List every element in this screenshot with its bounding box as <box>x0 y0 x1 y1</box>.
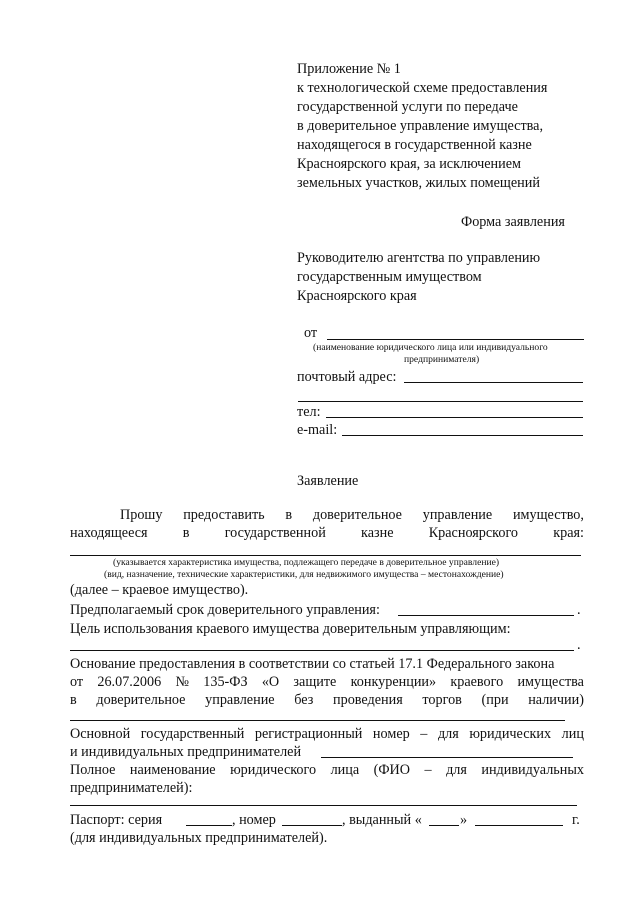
passport-issued-label: , выданный « <box>342 812 422 828</box>
word: юридических <box>469 726 552 742</box>
word: – <box>424 762 432 778</box>
word: номер <box>372 726 410 742</box>
addressee-line: Руководителю агентства по управлению <box>297 250 541 266</box>
word: торгов <box>422 692 462 708</box>
passport-year-label: г. <box>572 812 580 828</box>
word: (при <box>481 692 509 708</box>
word: казне <box>361 525 394 541</box>
appendix-line: Красноярского края, за исключением <box>297 156 522 172</box>
property-hint: (вид, назначение, технические характеристики, для недвижимого имущества – местонахождение) <box>104 569 504 580</box>
word: лица <box>330 762 360 778</box>
word: – <box>420 726 428 742</box>
word: в <box>285 507 293 523</box>
fullname-line <box>70 761 584 780</box>
from-hint: предпринимателя) <box>404 354 480 365</box>
word: «О <box>261 674 280 690</box>
word: края: <box>553 525 584 541</box>
addressee-line: государственным имуществом <box>297 269 482 285</box>
passport-quote-close: » <box>460 812 468 828</box>
basis-field[interactable] <box>70 720 565 721</box>
addressee-line: Красноярского края <box>297 288 417 304</box>
word: № <box>175 674 189 690</box>
purpose-label: Цель использования краевого имущества доверительным управляющим: <box>70 621 511 637</box>
ogrn-line: и индивидуальных предпринимателей <box>70 744 302 760</box>
word: для <box>437 726 459 742</box>
word: регистрационный <box>254 726 363 742</box>
phone-field[interactable] <box>326 417 583 418</box>
word: Прошу <box>120 507 163 523</box>
passport-month-field[interactable] <box>475 825 563 826</box>
word: защите <box>293 674 337 690</box>
passport-number-label: , номер <box>232 812 276 828</box>
postal-address-field-2[interactable] <box>298 401 583 402</box>
word: наименование <box>129 762 216 778</box>
word: без <box>294 692 314 708</box>
word: от <box>70 674 84 690</box>
from-label: от <box>304 325 318 341</box>
word: проведения <box>333 692 403 708</box>
word: конкуренции» <box>350 674 437 690</box>
property-hint: (указывается характеристика имущества, подлежащего передаче в доверительное управление) <box>113 557 500 568</box>
passport-number-field[interactable] <box>282 825 342 826</box>
property-field[interactable] <box>70 555 581 556</box>
word: для <box>446 762 467 778</box>
addressee <box>297 249 540 306</box>
postal-address-field[interactable] <box>404 382 583 383</box>
word: государственной <box>224 525 326 541</box>
word: 135-ФЗ <box>203 674 248 690</box>
email-field[interactable] <box>342 435 583 436</box>
ogrn-line <box>70 725 584 744</box>
appendix-line: в доверительное управление имущества, <box>297 118 543 134</box>
passport-label: Паспорт: серия <box>70 812 163 828</box>
appendix-line: государственной услуги по передаче <box>297 99 518 115</box>
phone-label: тел: <box>297 404 321 420</box>
word: управление <box>205 692 275 708</box>
statement-title: Заявление <box>297 473 359 489</box>
word: предоставить <box>183 507 265 523</box>
appendix-line: к технологической схеме предоставления <box>297 80 548 96</box>
word: имущество, <box>512 507 584 523</box>
word: краевого <box>450 674 504 690</box>
word: индивидуальных <box>481 762 584 778</box>
passport-series-field[interactable] <box>186 825 232 826</box>
word: находящееся <box>70 525 148 541</box>
appendix-number: Приложение № 1 <box>297 61 401 77</box>
word: Красноярского <box>428 525 519 541</box>
fullname-field[interactable] <box>70 805 577 806</box>
request-line <box>120 506 584 525</box>
from-field[interactable] <box>327 339 584 340</box>
postal-label: почтовый адрес: <box>297 369 397 385</box>
basis-line <box>70 691 584 710</box>
purpose-end: . <box>577 637 581 653</box>
word: в <box>182 525 190 541</box>
word: доверительное <box>96 692 186 708</box>
word: (ФИО <box>373 762 411 778</box>
term-field[interactable] <box>398 615 574 616</box>
word: наличии) <box>528 692 584 708</box>
term-label: Предполагаемый срок доверительного управления: <box>70 602 380 618</box>
form-title: Форма заявления <box>461 214 565 230</box>
passport-day-field[interactable] <box>429 825 459 826</box>
ogrn-field[interactable] <box>321 757 573 758</box>
purpose-field[interactable] <box>70 650 574 651</box>
hereinafter-text: (далее – краевое имущество). <box>70 582 249 598</box>
appendix-line: земельных участков, жилых помещений <box>297 175 540 191</box>
word: государственный <box>140 726 245 742</box>
email-label: e-mail: <box>297 422 338 438</box>
appendix-line: находящегося в государственной казне <box>297 137 532 153</box>
request-line <box>70 524 584 543</box>
passport-note: (для индивидуальных предпринимателей). <box>70 830 328 846</box>
fullname-line: предпринимателей): <box>70 780 193 796</box>
word: 26.07.2006 <box>97 674 162 690</box>
word: юридического <box>230 762 317 778</box>
appendix-header <box>297 60 547 193</box>
word: доверительное <box>312 507 402 523</box>
word: в <box>70 692 77 708</box>
word: Полное <box>70 762 116 778</box>
word: управление <box>422 507 493 523</box>
word: лиц <box>561 726 584 742</box>
word: Основной <box>70 726 131 742</box>
term-end: . <box>577 602 581 618</box>
word: имущества <box>517 674 584 690</box>
basis-line <box>70 673 584 692</box>
basis-line: Основание предоставления в соответствии со статьей 17.1 Федерального закона <box>70 656 555 672</box>
from-hint: (наименование юридического лица или индивидуального <box>313 342 548 353</box>
